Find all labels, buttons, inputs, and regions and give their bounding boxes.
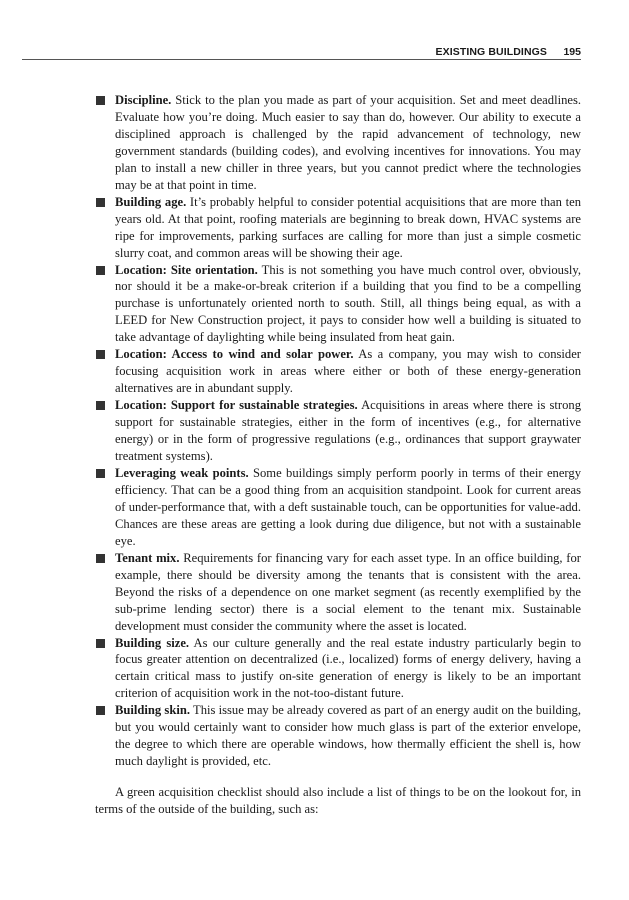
item-text: Some buildings simply perform poorly in terms of their energy efficiency. That can be a good thing from an acquisition standpoint. Look for current areas of under-performance that, with a deft sustainable touch, can be opportunities for value-add. Chances are these areas are getting a look during due diligence, but not with a sustainable eye.	[115, 465, 581, 548]
item-text: It’s probably helpful to consider potential acquisitions that are more than ten years old. At that point, roofing materials are beginning to break down, HVAC systems are ripe for improvements, parking surfaces are calling for more than just a simple cosmetic slurry coat, and common areas will be showing their age.	[115, 194, 581, 260]
item-text: Acquisitions in areas where there is strong support for sustainable strategies, either in the form of incentives (e.g., for alternative energy) or in the form of progressive regulations (e.g., ordinances that support graywater treatment systems).	[115, 398, 582, 464]
item-lead: Location: Support for sustainable strategies.	[115, 398, 358, 413]
list-item	[95, 465, 581, 550]
running-head	[0, 40, 581, 58]
square-bullet-icon	[96, 401, 105, 410]
closing-paragraph: A green acquisition checklist should also include a list of things to be on the lookout for, in terms of the outside of the building, such as:	[95, 785, 581, 817]
square-bullet-icon	[96, 639, 105, 648]
running-head-section: EXISTING BUILDINGS	[435, 46, 547, 58]
item-lead: Location: Access to wind and solar power.	[115, 347, 354, 362]
square-bullet-icon	[96, 266, 105, 275]
item-text: This is not something you have much control over, obviously, nor should it be a make-or-break criterion if a building that you find to be a compelling purchase is unfortunately oriented north to south. Still, all things being equal, as with a LEED for New Construction project, it pays to consider how well a building is situated to take advantage of daylighting while being insulated from heat gain.	[115, 262, 581, 345]
item-text: Stick to the plan you made as part of your acquisition. Set and meet deadlines. Evaluate how you’re doing. Much easier to say than do, however. Our ability to execute a disciplined approach is challenged by the rapid advancement of technology, new government standards (building codes), and evolving incentives for innovations. You may plan to install a new chiller in three years, but you cannot predict where the technologies may be at that point in time.	[115, 93, 581, 192]
item-lead: Building age.	[115, 194, 187, 209]
item-lead: Location: Site orientation.	[115, 262, 258, 277]
criteria-list	[95, 92, 581, 770]
list-item	[95, 346, 581, 397]
square-bullet-icon	[96, 96, 105, 105]
item-lead: Tenant mix.	[115, 550, 180, 565]
item-lead: Building skin.	[115, 703, 190, 718]
item-lead: Discipline.	[115, 93, 172, 107]
list-item	[95, 550, 581, 635]
item-lead: Leveraging weak points.	[115, 465, 249, 480]
square-bullet-icon	[96, 198, 105, 207]
list-item	[95, 397, 581, 465]
square-bullet-icon	[96, 469, 105, 478]
list-item	[95, 92, 581, 194]
item-lead: Building size.	[115, 635, 190, 650]
square-bullet-icon	[96, 350, 105, 359]
square-bullet-icon	[96, 554, 105, 563]
item-text: As a company, you may wish to consider focusing acquisition work in areas where either or both of these energy-generation alternatives are in abundant supply.	[115, 347, 581, 396]
square-bullet-icon	[96, 706, 105, 715]
page-number: 195	[563, 46, 581, 58]
page-body	[95, 92, 581, 818]
header-rule	[22, 59, 581, 60]
item-text: As our culture generally and the real estate industry particularly begin to focus greater attention on decentralized (i.e., localized) forms of energy delivery, having a certain critical mass to justify on-site generation of energy is likely to be an important criterion of acquisition work in the not-too-distant future.	[115, 635, 581, 701]
list-item	[95, 194, 581, 262]
list-item	[95, 262, 581, 347]
list-item	[95, 635, 581, 703]
item-text: This issue may be already covered as part of an energy audit on the building, but you would certainly want to consider how much glass is part of the exterior envelope, the degree to which there are operable windows, how thermally efficient the shell is, how much daylight is provided, etc.	[115, 703, 581, 769]
list-item	[95, 702, 581, 770]
item-text: Requirements for financing vary for each asset type. In an office building, for example, there should be diversity among the tenants that is consistent with the area. Beyond the risks of a dependence on one market segment (as recently exemplified by the sub-prime lending sector) there is a social element to the tenant mix. Sustainable development must consider the community where the asset is located.	[115, 550, 581, 633]
